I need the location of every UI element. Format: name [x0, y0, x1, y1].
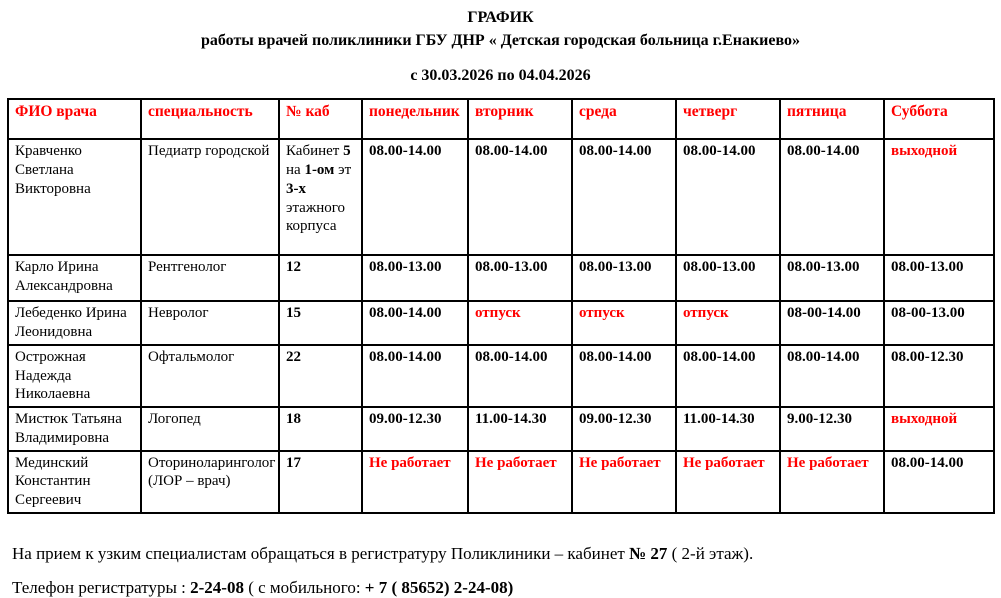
cabinet-cell: Кабинет 5 на 1-ом эт 3-х этажного корпуса: [279, 139, 362, 255]
schedule-cell: 08.00-13.00: [468, 255, 572, 301]
schedule-table: [7, 98, 995, 514]
cabinet-cell: 18: [279, 407, 362, 451]
schedule-cell: 08.00-13.00: [884, 255, 994, 301]
schedule-cell: 08.00-14.00: [676, 139, 780, 255]
schedule-cell: 08.00-14.00: [468, 345, 572, 407]
doctor-name-cell: Карло Ирина Александровна: [8, 255, 141, 301]
footer-note-phone: Телефон регистратуры : 2-24-08 ( с мобильного: + 7 ( 85652) 2-24-08): [12, 577, 514, 597]
cabinet-cell: 12: [279, 255, 362, 301]
cabinet-cell: 15: [279, 301, 362, 345]
date-range: с 30.03.2026 по 04.04.2026: [410, 67, 591, 85]
schedule-cell: 08.00-14.00: [572, 345, 676, 407]
schedule-cell: Не работает: [780, 451, 884, 513]
page-title: ГРАФИК: [467, 9, 534, 26]
footer-note-specialists: На прием к узким специалистам обращаться в регистратуру Поликлиники – кабинет № 27 ( 2-й этаж).: [12, 543, 754, 563]
footer-notes: [12, 544, 1001, 598]
column-header: пятница: [780, 99, 884, 139]
schedule-cell: 09.00-12.30: [572, 407, 676, 451]
document-header: [0, 0, 1001, 52]
schedule-cell: 11.00-14.30: [676, 407, 780, 451]
column-header: вторник: [468, 99, 572, 139]
table-row: [8, 139, 994, 255]
column-header: ФИО врача: [8, 99, 141, 139]
schedule-cell: выходной: [884, 407, 994, 451]
specialty-cell: Невролог: [141, 301, 279, 345]
table-row: [8, 255, 994, 301]
schedule-cell: выходной: [884, 139, 994, 255]
schedule-cell: отпуск: [572, 301, 676, 345]
specialty-cell: Рентгенолог: [141, 255, 279, 301]
specialty-cell: Логопед: [141, 407, 279, 451]
column-header: Суббота: [884, 99, 994, 139]
schedule-cell: 08.00-13.00: [780, 255, 884, 301]
page-subtitle: работы врачей поликлиники ГБУ ДНР « Детская городская больница г.Енакиево»: [200, 32, 801, 50]
schedule-cell: 08.00-14.00: [780, 139, 884, 255]
schedule-cell: отпуск: [676, 301, 780, 345]
specialty-cell: Оториноларинголог (ЛОР – врач): [141, 451, 279, 513]
column-header: среда: [572, 99, 676, 139]
schedule-cell: Не работает: [468, 451, 572, 513]
schedule-cell: Не работает: [676, 451, 780, 513]
schedule-cell: отпуск: [468, 301, 572, 345]
schedule-cell: 08.00-14.00: [780, 345, 884, 407]
schedule-cell: 08.00-14.00: [362, 301, 468, 345]
schedule-cell: 11.00-14.30: [468, 407, 572, 451]
header-row: [8, 99, 994, 139]
schedule-cell: 08.00-14.00: [362, 345, 468, 407]
column-header: понедельник: [362, 99, 468, 139]
schedule-cell: 08-00-14.00: [780, 301, 884, 345]
cabinet-cell: 22: [279, 345, 362, 407]
doctor-name-cell: Лебеденко Ирина Леонидовна: [8, 301, 141, 345]
schedule-cell: 08.00-14.00: [468, 139, 572, 255]
schedule-cell: Не работает: [572, 451, 676, 513]
specialty-cell: Педиатр городской: [141, 139, 279, 255]
table-body: [8, 139, 994, 513]
schedule-cell: 08.00-12.30: [884, 345, 994, 407]
schedule-cell: 08-00-13.00: [884, 301, 994, 345]
column-header: № каб: [279, 99, 362, 139]
cabinet-cell: 17: [279, 451, 362, 513]
table-row: [8, 451, 994, 513]
table-row: [8, 301, 994, 345]
schedule-cell: 9.00-12.30: [780, 407, 884, 451]
schedule-cell: 08.00-13.00: [362, 255, 468, 301]
table-row: [8, 345, 994, 407]
specialty-cell: Офтальмолог: [141, 345, 279, 407]
column-header: четверг: [676, 99, 780, 139]
doctor-name-cell: Кравченко Светлана Викторовна: [8, 139, 141, 255]
schedule-cell: 09.00-12.30: [362, 407, 468, 451]
doctor-name-cell: Мединский Константин Сергеевич: [8, 451, 141, 513]
table-row: [8, 407, 994, 451]
schedule-cell: 08.00-13.00: [572, 255, 676, 301]
schedule-cell: Не работает: [362, 451, 468, 513]
schedule-cell: 08.00-14.00: [362, 139, 468, 255]
doctor-name-cell: Острожная Надежда Николаевна: [8, 345, 141, 407]
doctor-name-cell: Мистюк Татьяна Владимировна: [8, 407, 141, 451]
schedule-cell: 08.00-14.00: [572, 139, 676, 255]
schedule-cell: 08.00-14.00: [676, 345, 780, 407]
schedule-cell: 08.00-13.00: [676, 255, 780, 301]
schedule-cell: 08.00-14.00: [884, 451, 994, 513]
column-header: специальность: [141, 99, 279, 139]
